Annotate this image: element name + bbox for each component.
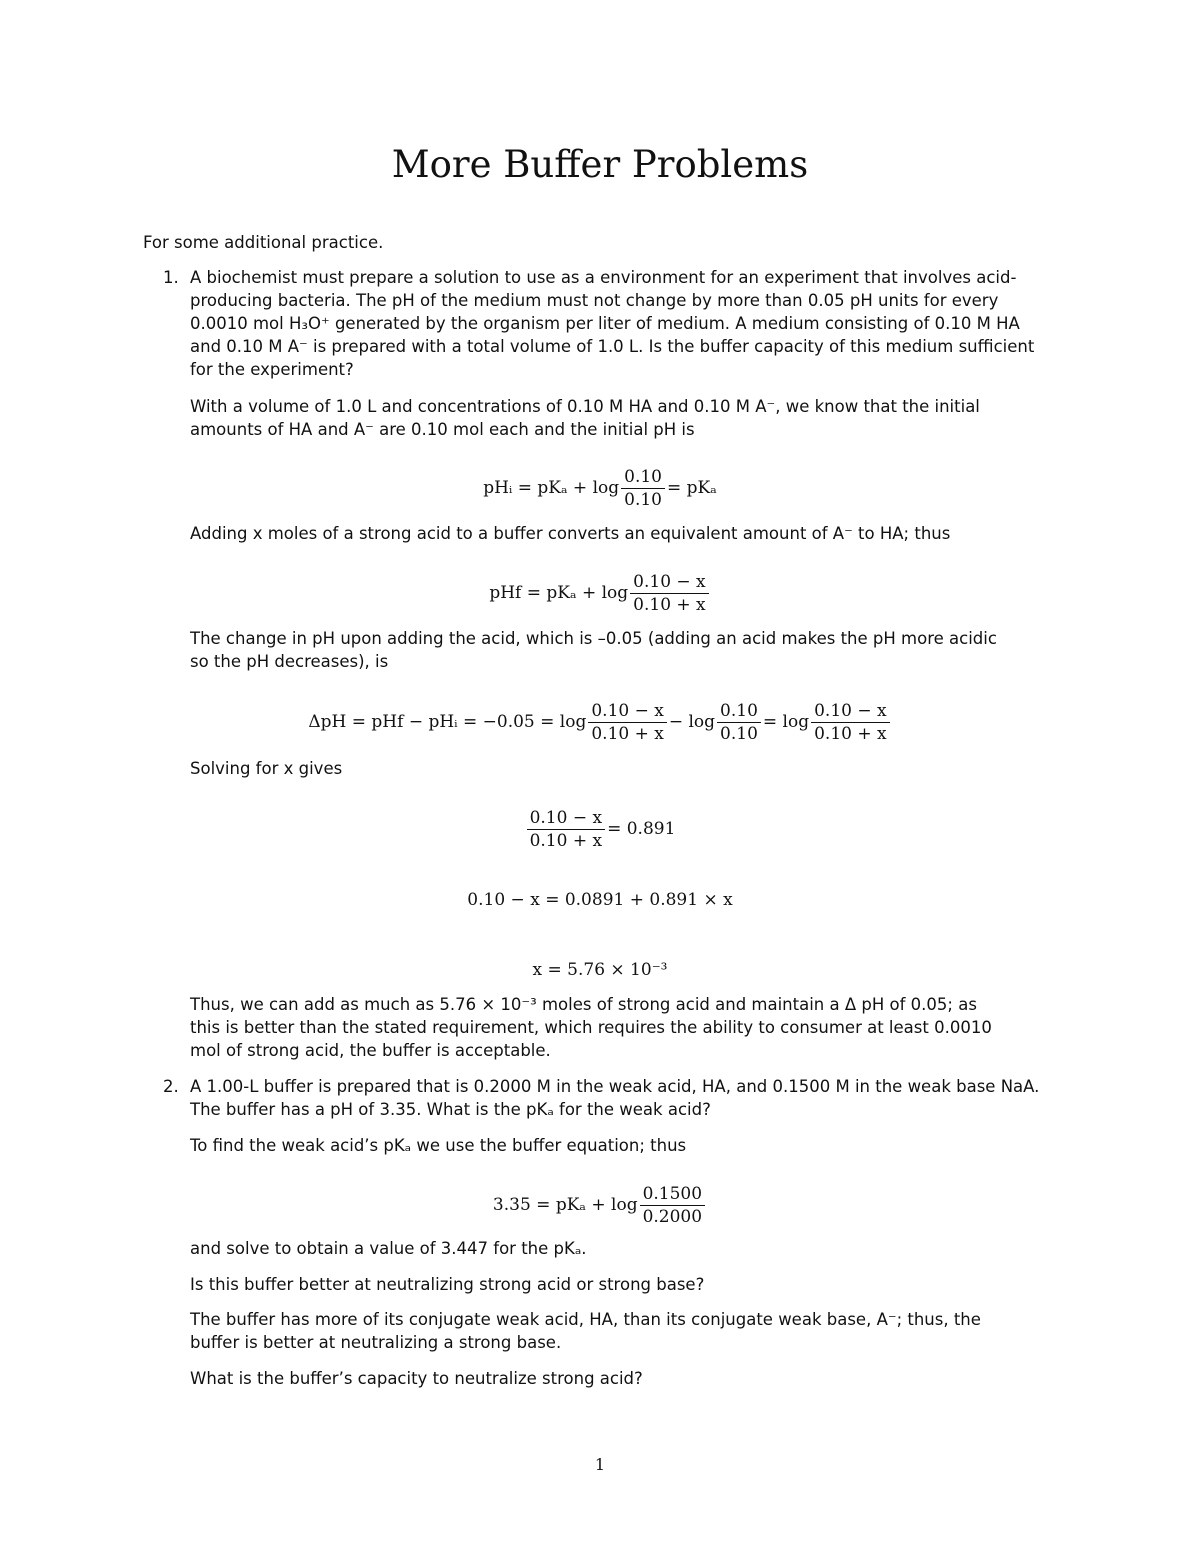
answer-line-2: buffer is better at neutralizing a strong base. bbox=[190, 1333, 562, 1352]
eq3-fraction-1 bbox=[588, 701, 667, 744]
eq3-denominator-1: 0.10 + x bbox=[591, 723, 664, 744]
change-line-1: The change in pH upon adding the acid, which is –0.05 (adding an acid makes the pH more acidic bbox=[190, 629, 997, 648]
eq5-text: 0.10 − x = 0.0891 + 0.891 × x bbox=[467, 890, 733, 910]
conclusion-line-1: Thus, we can add as much as 5.76 × 10⁻³ moles of strong acid and maintain a Δ pH of 0.05; as bbox=[190, 995, 977, 1014]
equation-x-value bbox=[0, 958, 1200, 982]
question-capacity: What is the buffer’s capacity to neutralize strong acid? bbox=[190, 1369, 643, 1388]
eq3-mid2: = log bbox=[762, 712, 810, 732]
problem-1-question-line-1: A biochemist must prepare a solution to use as a environment for an experiment that involves acid- bbox=[190, 268, 1017, 287]
equation-linear bbox=[0, 888, 1200, 912]
conclusion-line-3: mol of strong acid, the buffer is acceptable. bbox=[190, 1041, 551, 1060]
eq3-fraction-2 bbox=[717, 701, 761, 744]
equation-ratio bbox=[0, 807, 1200, 851]
solve-pka-text: and solve to obtain a value of 3.447 for the pKₐ. bbox=[190, 1239, 587, 1258]
eq1-fraction bbox=[621, 467, 665, 510]
question-acid-or-base: Is this buffer better at neutralizing strong acid or strong base? bbox=[190, 1275, 705, 1294]
eq6-text: x = 5.76 × 10⁻³ bbox=[532, 960, 668, 980]
eq3-denominator-3: 0.10 + x bbox=[814, 723, 887, 744]
eq1-denominator: 0.10 bbox=[624, 489, 662, 510]
change-line-2: so the pH decreases), is bbox=[190, 652, 389, 671]
problem-1-answer-line-1: With a volume of 1.0 L and concentrations of 0.10 M HA and 0.10 M A⁻, we know that the initial bbox=[190, 397, 980, 416]
eq2-denominator: 0.10 + x bbox=[633, 594, 706, 615]
eq2-fraction bbox=[630, 572, 709, 615]
problem-1-question-line-4: and 0.10 M A⁻ is prepared with a total volume of 1.0 L. Is the buffer capacity of this medium sufficient bbox=[190, 337, 1035, 356]
eq3-denominator-2: 0.10 bbox=[720, 723, 758, 744]
equation-final-ph bbox=[0, 571, 1200, 615]
page-number: 1 bbox=[594, 1455, 606, 1474]
intro-text: For some additional practice. bbox=[143, 233, 384, 252]
problem-2-question-line-2: The buffer has a pH of 3.35. What is the pKₐ for the weak acid? bbox=[190, 1100, 711, 1119]
problem-1-question-line-3: 0.0010 mol H₃O⁺ generated by the organism per liter of medium. A medium consisting of 0.10 M HA bbox=[190, 314, 1020, 333]
eq2-lhs: pHf = pKₐ + log bbox=[489, 583, 629, 603]
eq7-fraction bbox=[640, 1184, 705, 1227]
eq3-numerator-1: 0.10 − x bbox=[588, 701, 667, 723]
equation-buffer bbox=[0, 1183, 1200, 1227]
eq3-mid: − log bbox=[668, 712, 716, 732]
eq7-denominator: 0.2000 bbox=[642, 1206, 703, 1227]
eq1-numerator: 0.10 bbox=[621, 467, 665, 489]
problem-1-question-line-2: producing bacteria. The pH of the medium must not change by more than 0.05 pH units for every bbox=[190, 291, 999, 310]
eq3-lhs: ΔpH = pHf − pHᵢ = −0.05 = log bbox=[308, 712, 587, 732]
equation-delta-ph bbox=[0, 700, 1200, 744]
problem-1-answer-line-2: amounts of HA and A⁻ are 0.10 mol each and the initial pH is bbox=[190, 420, 695, 439]
eq1-lhs: pHᵢ = pKₐ + log bbox=[483, 478, 620, 498]
eq2-numerator: 0.10 − x bbox=[630, 572, 709, 594]
eq4-fraction bbox=[527, 808, 606, 851]
answer-line-1: The buffer has more of its conjugate weak acid, HA, than its conjugate weak base, A⁻; thus, the bbox=[190, 1310, 981, 1329]
problem-2-question-line-1: A 1.00-L buffer is prepared that is 0.2000 M in the weak acid, HA, and 0.1500 M in the weak base NaA. bbox=[190, 1077, 1040, 1096]
eq7-lhs: 3.35 = pKₐ + log bbox=[492, 1195, 638, 1215]
find-pka-text: To find the weak acid’s pKₐ we use the buffer equation; thus bbox=[190, 1136, 687, 1155]
eq4-numerator: 0.10 − x bbox=[527, 808, 606, 830]
problem-1-number: 1. bbox=[163, 268, 179, 287]
problem-2-number: 2. bbox=[163, 1077, 179, 1096]
eq3-numerator-3: 0.10 − x bbox=[811, 701, 890, 723]
eq4-denominator: 0.10 + x bbox=[529, 830, 603, 851]
eq1-rhs: = pKₐ bbox=[667, 478, 717, 498]
problem-1-question-line-5: for the experiment? bbox=[190, 360, 354, 379]
eq3-numerator-2: 0.10 bbox=[717, 701, 761, 723]
eq7-numerator: 0.1500 bbox=[640, 1184, 705, 1206]
adding-acid-text: Adding x moles of a strong acid to a buffer converts an equivalent amount of A⁻ to HA; thus bbox=[190, 524, 951, 543]
page-title: More Buffer Problems bbox=[391, 143, 809, 186]
equation-initial-ph bbox=[0, 466, 1200, 510]
conclusion-line-2: this is better than the stated requirement, which requires the ability to consumer at least 0.0010 bbox=[190, 1018, 992, 1037]
eq3-fraction-3 bbox=[811, 701, 890, 744]
solving-text: Solving for x gives bbox=[190, 759, 343, 778]
eq4-rhs: = 0.891 bbox=[607, 819, 676, 839]
